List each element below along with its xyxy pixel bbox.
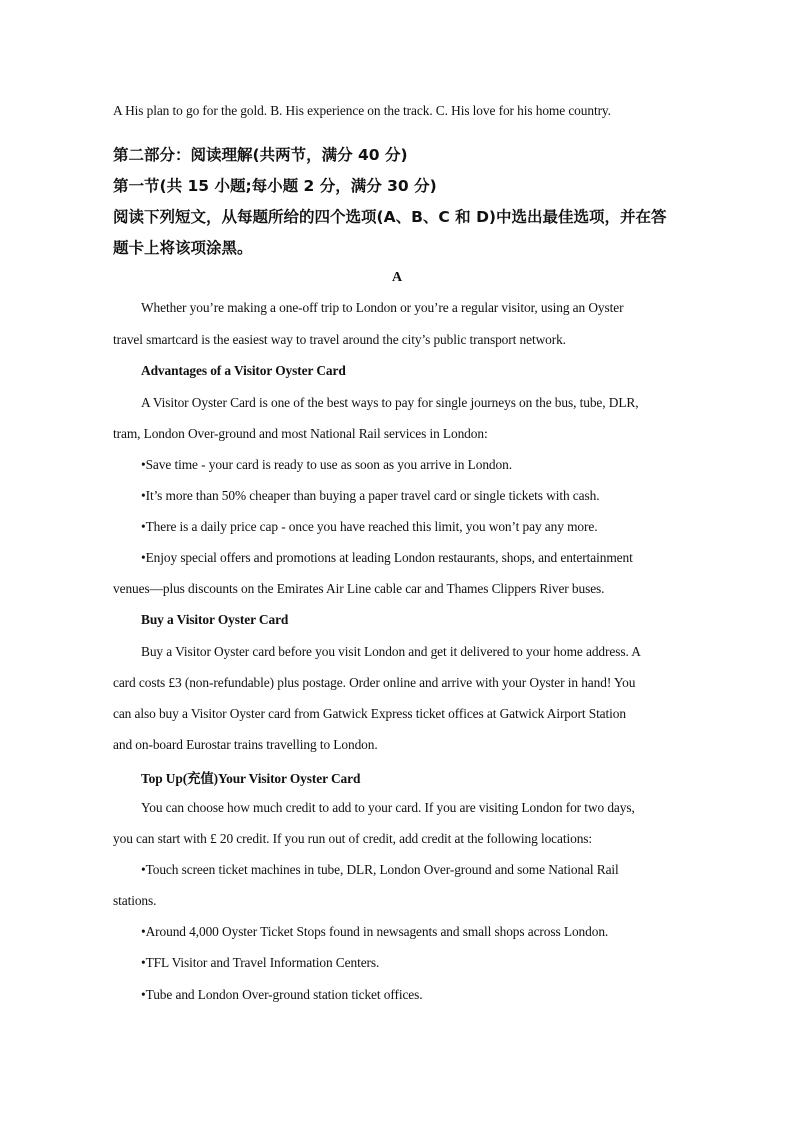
instruction-line-1: 阅读下列短文，从每题所给的四个选项(A、B、C 和 D)中选出最佳选项，并在答 xyxy=(113,208,667,226)
advantages-bullet-4-line-1: •Enjoy special offers and promotions at leading London restaurants, shops, and entertainment xyxy=(141,550,633,565)
advantages-line-1: A Visitor Oyster Card is one of the best ways to pay for single journeys on the bus, tube, DLR, xyxy=(141,395,639,410)
advantages-bullet-2: •It’s more than 50% cheaper than buying a paper travel card or single tickets with cash. xyxy=(141,488,600,503)
advantages-bullet-3: •There is a daily price cap - once you have reached this limit, you won’t pay any more. xyxy=(141,519,598,534)
top-up-bullet-1-line-2: stations. xyxy=(113,893,157,908)
section-one-title: 第一节(共 15 小题;每小题 2 分，满分 30 分) xyxy=(113,177,437,195)
part-two-title: 第二部分：阅读理解(共两节，满分 40 分) xyxy=(113,146,408,164)
top-up-bullet-2: •Around 4,000 Oyster Ticket Stops found in newsagents and small shops across London. xyxy=(141,924,609,939)
top-up-heading: Top Up(充值)Your Visitor Oyster Card xyxy=(141,771,361,786)
passage-label: A xyxy=(391,270,402,285)
top-up-bullet-4: •Tube and London Over-ground station ticket offices. xyxy=(141,987,423,1002)
intro-paragraph-line-2: travel smartcard is the easiest way to travel around the city’s public transport network. xyxy=(113,332,566,347)
buy-heading: Buy a Visitor Oyster Card xyxy=(141,612,289,627)
advantages-heading: Advantages of a Visitor Oyster Card xyxy=(141,363,346,378)
top-up-bullet-3: •TFL Visitor and Travel Information Centers. xyxy=(141,955,380,970)
buy-line-2: card costs £3 (non-refundable) plus postage. Order online and arrive with your Oyster in hand! You xyxy=(113,675,636,690)
advantages-line-2: tram, London Over-ground and most National Rail services in London: xyxy=(113,426,488,441)
intro-paragraph-line-1: Whether you’re making a one-off trip to London or you’re a regular visitor, using an Oyster xyxy=(141,300,624,315)
buy-line-3: can also buy a Visitor Oyster card from Gatwick Express ticket offices at Gatwick Airport Station xyxy=(113,706,626,721)
instruction-line-2: 题卡上将该项涂黑。 xyxy=(113,239,253,257)
advantages-bullet-1: •Save time - your card is ready to use as soon as you arrive in London. xyxy=(141,457,512,472)
previous-question-options: A His plan to go for the gold. B. His experience on the track. C. His love for his home country. xyxy=(113,103,611,118)
buy-line-4: and on-board Eurostar trains travelling to London. xyxy=(113,737,378,752)
top-up-line-1: You can choose how much credit to add to your card. If you are visiting London for two days, xyxy=(141,800,635,815)
advantages-bullet-4-line-2: venues—plus discounts on the Emirates Air Line cable car and Thames Clippers River buses. xyxy=(113,581,605,596)
buy-line-1: Buy a Visitor Oyster card before you visit London and get it delivered to your home address. A xyxy=(141,644,641,659)
top-up-line-2: you can start with £ 20 credit. If you run out of credit, add credit at the following locations: xyxy=(113,831,593,846)
top-up-bullet-1-line-1: •Touch screen ticket machines in tube, DLR, London Over-ground and some National Rail xyxy=(141,862,619,877)
